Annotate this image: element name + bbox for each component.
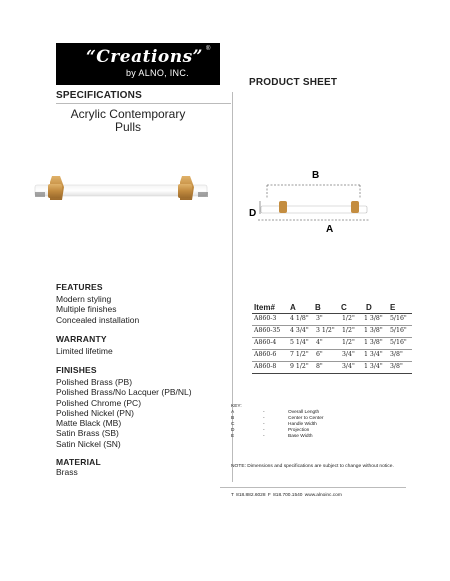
cell-d: 1 3/8" xyxy=(364,327,383,334)
cell-a: 4 3/4" xyxy=(290,327,309,334)
cell-e: 3/8" xyxy=(390,363,403,370)
product-title-line-2: Pulls xyxy=(114,120,141,134)
key-desc: Handle Width xyxy=(288,422,317,427)
dim-label-b: B xyxy=(312,170,320,181)
cell-c: 3/4" xyxy=(342,351,355,358)
warranty-text: Limited lifetime xyxy=(56,346,113,356)
cell-b: 3 1/2" xyxy=(316,327,335,334)
cell-e: 5/16" xyxy=(390,339,407,346)
dimensions-table xyxy=(252,303,412,373)
key-letter: D xyxy=(231,428,235,433)
key-letter: C xyxy=(231,422,235,427)
divider xyxy=(56,103,231,104)
key-row xyxy=(231,434,371,440)
cell-b: 3" xyxy=(316,315,323,322)
key-dash: - xyxy=(263,434,265,439)
finish-item: Polished Brass/No Lacquer (PB/NL) xyxy=(56,387,192,398)
table-rule xyxy=(252,373,412,374)
column-header: E xyxy=(390,303,396,312)
cell-a: 9 1/2" xyxy=(290,363,309,370)
cell-e: 5/16" xyxy=(390,327,407,334)
column-header: D xyxy=(366,303,372,312)
feature-item: Concealed installation xyxy=(56,314,140,325)
cell-item: A860-3 xyxy=(254,315,277,322)
key-heading: KEY: xyxy=(231,404,242,409)
key-dash: - xyxy=(263,428,265,433)
cell-c: 1/2" xyxy=(342,339,355,346)
cell-b: 6" xyxy=(316,351,323,358)
specifications-heading: SPECIFICATIONS xyxy=(56,90,142,101)
dim-label-d: D xyxy=(249,208,257,219)
finish-item: Matte Black (MB) xyxy=(56,418,122,429)
product-sheet-heading: PRODUCT SHEET xyxy=(249,77,338,88)
column-header: A xyxy=(290,303,296,312)
cell-a: 5 1/4" xyxy=(290,339,309,346)
finishes-heading: FINISHES xyxy=(56,365,97,375)
cell-a: 7 1/2" xyxy=(290,351,309,358)
column-header: C xyxy=(341,303,347,312)
dimension-key xyxy=(231,404,371,449)
finish-item: Polished Chrome (PC) xyxy=(56,397,142,408)
key-desc: Base Width xyxy=(288,434,313,439)
cell-c: 1/2" xyxy=(342,327,355,334)
product-title-line-1: Acrylic Contemporary xyxy=(70,107,186,121)
cell-e: 5/16" xyxy=(390,315,407,322)
cell-b: 8" xyxy=(316,363,323,370)
key-dash: - xyxy=(263,422,265,427)
cell-a: 4 1/8" xyxy=(290,315,309,322)
column-header: Item# xyxy=(254,303,275,312)
finish-item: Satin Nickel (SN) xyxy=(56,438,121,449)
cell-d: 1 3/8" xyxy=(364,315,383,322)
features-heading: FEATURES xyxy=(56,282,103,292)
key-dash: - xyxy=(263,416,265,421)
cell-d: 1 3/4" xyxy=(364,351,383,358)
cell-c: 1/2" xyxy=(342,315,355,322)
cell-item: A860-35 xyxy=(254,327,281,334)
key-dash: - xyxy=(263,410,265,415)
table-rule xyxy=(252,361,412,362)
logo-byline: by ALNO, INC. xyxy=(126,68,189,78)
table-rule xyxy=(252,325,412,326)
product-photo xyxy=(30,172,215,212)
cell-item: A860-8 xyxy=(254,363,277,370)
key-letter: E xyxy=(231,434,235,439)
table-rule xyxy=(252,349,412,350)
feature-item: Modern styling xyxy=(56,294,112,304)
disclaimer-note: NOTE: Dimensions and specifications are subject to change without notice. xyxy=(231,464,394,469)
finish-item: Polished Brass (PB) xyxy=(56,377,133,387)
warranty-heading: WARRANTY xyxy=(56,334,107,344)
key-desc: Overall Length xyxy=(288,410,320,415)
key-desc: Center to Center xyxy=(288,416,324,421)
dim-label-a: A xyxy=(326,224,334,235)
finishes-list xyxy=(56,377,192,449)
table-rule xyxy=(252,337,412,338)
material-heading: MATERIAL xyxy=(56,457,101,467)
cell-d: 1 3/4" xyxy=(364,363,383,370)
key-letter: B xyxy=(231,416,235,421)
cell-b: 4" xyxy=(316,339,323,346)
feature-item: Multiple finishes xyxy=(56,304,117,315)
cell-c: 3/4" xyxy=(342,363,355,370)
logo-script: “Creations” xyxy=(86,47,203,67)
cell-e: 3/8" xyxy=(390,351,403,358)
table-rule xyxy=(252,313,412,314)
cell-item: A860-4 xyxy=(254,339,277,346)
column-header: B xyxy=(315,303,321,312)
cell-item: A860-6 xyxy=(254,351,277,358)
material-text: Brass xyxy=(56,467,78,477)
brand-logo xyxy=(56,43,220,85)
dimension-diagram xyxy=(242,165,382,237)
features-list xyxy=(56,294,139,325)
key-desc: Projection xyxy=(288,428,310,433)
finish-item: Satin Brass (SB) xyxy=(56,428,119,439)
contact-footer: T 818.882.6028 F 818.700.1540 www.alnoinc.com xyxy=(231,493,342,498)
logo-registered: ® xyxy=(206,46,211,52)
product-title xyxy=(56,108,200,134)
cell-d: 1 3/8" xyxy=(364,339,383,346)
key-letter: A xyxy=(231,410,235,415)
footer-divider xyxy=(220,487,406,488)
finish-item: Polished Nickel (PN) xyxy=(56,407,134,418)
